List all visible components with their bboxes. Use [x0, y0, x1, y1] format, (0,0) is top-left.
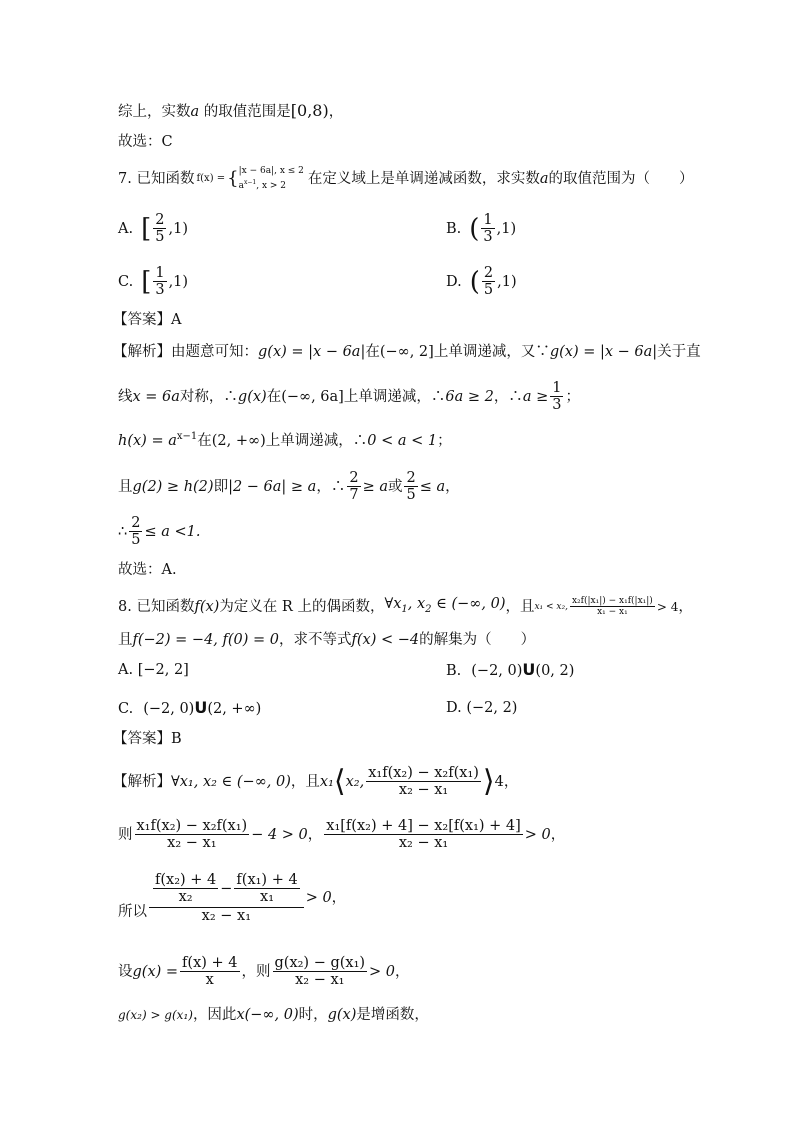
option-b	[446, 660, 574, 681]
math: (	[469, 266, 480, 297]
text: 所以	[118, 904, 147, 920]
option-c	[118, 698, 261, 719]
text: f(x) + 4	[182, 955, 238, 971]
text: U	[194, 698, 208, 717]
text: g(x₂) − g(x₁)	[274, 955, 366, 971]
text-line	[118, 560, 177, 580]
explanation-line	[113, 342, 701, 362]
small-inequality	[534, 596, 678, 617]
answer-label	[113, 729, 182, 749]
text: ；	[437, 432, 452, 449]
explanation-line	[118, 872, 346, 924]
math: a	[238, 181, 244, 191]
fraction	[550, 380, 563, 413]
text: 4	[494, 773, 504, 790]
text: g(x) = |x − 6a|	[549, 344, 658, 360]
text: ，且	[505, 598, 535, 615]
math: , x > 2	[256, 181, 287, 191]
text: (2, +∞)	[207, 701, 262, 717]
text: 在	[365, 344, 380, 360]
text: 3	[155, 282, 165, 298]
text: ，	[328, 104, 344, 120]
text-line	[118, 101, 343, 122]
text: 则	[118, 826, 133, 843]
math: [	[141, 266, 152, 297]
fraction	[129, 515, 142, 548]
text: ∴	[118, 523, 128, 540]
text: 且	[118, 478, 133, 495]
text: x−1	[176, 431, 198, 442]
text: h(x) = a	[118, 432, 177, 449]
text: 0 < a < 1	[367, 432, 438, 449]
text: f(−2) = −4, f(0) = 0	[132, 632, 280, 648]
text: 7	[349, 487, 359, 503]
text: ，因此	[192, 1007, 237, 1023]
text: ，	[331, 890, 347, 906]
text: 6a ≥ 2	[445, 388, 494, 405]
fraction	[481, 212, 494, 245]
text: ，	[678, 598, 693, 615]
fraction	[404, 470, 417, 503]
text: −	[220, 880, 233, 897]
explanation-line	[118, 515, 200, 548]
text: g(2) ≥ h(2)	[132, 478, 214, 495]
text: ，	[395, 963, 410, 980]
text: 1	[483, 212, 493, 228]
text: x₂,	[345, 773, 365, 790]
math: ,1)	[497, 273, 517, 290]
piecewise-cases	[239, 166, 304, 192]
math: [	[141, 213, 152, 244]
text: x₁f(x₂) − x₂f(x₁)	[368, 765, 479, 781]
text: x₁ < x₂,	[534, 601, 568, 612]
text: 的解集为（ ）	[419, 632, 536, 648]
text: , x	[407, 596, 426, 612]
explanation-line	[118, 955, 410, 988]
text: ，	[445, 478, 460, 495]
answer-label	[113, 310, 181, 330]
text: B.	[446, 663, 462, 679]
math: ,1)	[168, 273, 189, 290]
text: 8. 已知函数	[118, 598, 195, 615]
text: 即	[213, 478, 229, 495]
option-d	[446, 265, 517, 298]
fraction	[347, 470, 360, 503]
math: (	[469, 213, 480, 244]
text: 5	[131, 532, 141, 548]
math: x−1	[243, 179, 257, 186]
question-8-stem-line2	[118, 630, 535, 650]
text: C.	[118, 701, 134, 717]
math: |x − 6a|, x ≤ 2	[238, 166, 304, 176]
text: 设	[118, 963, 133, 980]
text: 3	[483, 229, 493, 245]
text: x₂ − x₁	[167, 835, 217, 851]
option-label: D.	[446, 273, 462, 290]
text: 故选：C	[118, 134, 173, 150]
text: 【解析】由题意可知：	[113, 344, 258, 360]
text: 【答案】B	[113, 731, 182, 747]
text: ∈ (−∞, 0)	[431, 596, 506, 612]
text: ，	[307, 826, 323, 843]
text: 且	[118, 632, 133, 648]
text: 对称，∴	[179, 388, 238, 405]
text: ，求不等式	[279, 632, 352, 648]
question-8-stem	[118, 594, 693, 620]
math: ,1)	[168, 220, 188, 237]
text: 2	[483, 265, 494, 281]
text: 1	[401, 603, 408, 615]
text: 2	[349, 470, 359, 486]
text: (2, +∞)	[211, 432, 266, 449]
math: f(x) =	[196, 173, 226, 184]
text: 3	[552, 397, 562, 413]
text: 2	[155, 212, 165, 228]
text: ，则	[241, 963, 271, 980]
text: x	[205, 972, 214, 988]
text: 或	[387, 478, 403, 495]
explanation-line	[118, 1005, 429, 1025]
text: 5	[406, 487, 416, 503]
text: a ≥	[522, 388, 549, 405]
text: ；	[565, 388, 580, 405]
text: f(x₂) + 4	[155, 872, 217, 888]
text: U	[522, 660, 536, 679]
text: 5	[483, 282, 494, 298]
option-c	[118, 265, 188, 298]
text: 的取值范围是	[199, 104, 291, 120]
text: |2 − 6a| ≥ a	[228, 478, 317, 495]
text: 1	[155, 265, 165, 281]
text: 线	[118, 388, 133, 405]
text: ，∴	[493, 388, 523, 405]
text: f(x)	[194, 598, 220, 615]
text: g(x)	[237, 388, 267, 405]
text: ≥ a	[362, 478, 388, 495]
text: > 0	[524, 826, 551, 843]
text: 是增函数，	[356, 1007, 429, 1023]
option-b	[446, 212, 516, 245]
text: 时，	[298, 1007, 328, 1023]
explanation-line	[118, 818, 565, 851]
math: a	[539, 171, 549, 187]
text: (−∞, 6a]	[281, 388, 344, 405]
option-label: B.	[446, 220, 462, 237]
text: 的取值范围为（ ）	[548, 171, 694, 187]
text: ，且	[290, 773, 320, 790]
text: x₁[f(x₂) + 4] − x₂[f(x₁) + 4]	[326, 818, 521, 834]
text: 【解析】	[113, 773, 171, 790]
text: ≤ a <1.	[144, 523, 201, 540]
text: 关于直	[657, 344, 701, 360]
text: ⟩	[482, 763, 495, 799]
text: 7. 已知函数	[118, 171, 195, 187]
text: x₁f(x₂) − x₂f(x₁)	[136, 818, 248, 834]
text: g(x₂) > g(x₁)	[118, 1008, 193, 1022]
text: A. [−2, 2]	[118, 662, 189, 678]
text: 为定义在 R 上的偶函数，	[219, 598, 385, 615]
compound-fraction	[149, 872, 304, 924]
text: ⟨	[333, 763, 346, 799]
text: (−∞, 2]	[379, 344, 434, 360]
text: > 0	[369, 963, 396, 980]
text: x₂ − x₁	[201, 908, 252, 924]
option-a	[118, 212, 188, 245]
fraction	[153, 265, 166, 298]
option-label: C.	[118, 273, 134, 290]
text: 【答案】A	[113, 312, 182, 328]
math: [0,8)	[290, 101, 329, 120]
text-line	[118, 132, 173, 152]
text: > 0	[305, 890, 332, 906]
text: ，	[503, 773, 519, 790]
text: 故选：A.	[118, 562, 177, 578]
text: 1	[552, 380, 562, 396]
text: (−2, 0)	[471, 663, 523, 679]
text: g(x) =	[132, 963, 179, 980]
text: 在定义域上是单调递减函数，求实数	[307, 171, 540, 187]
text: x₂ − x₁	[398, 835, 449, 851]
math: a	[190, 104, 200, 120]
text: x₁ − x₁	[597, 607, 628, 618]
explanation-line	[113, 765, 518, 798]
text: x₁	[260, 889, 275, 905]
text: f(x) < −4	[351, 632, 420, 648]
explanation-line	[118, 427, 452, 451]
text: 在	[266, 388, 282, 405]
question-7-stem	[118, 166, 694, 192]
text: 2	[425, 603, 432, 615]
fraction	[153, 212, 166, 245]
brace: {	[227, 168, 239, 189]
text: (−2, 0)	[143, 701, 195, 717]
text: ，	[550, 826, 566, 843]
text: ，∴	[316, 478, 346, 495]
text: x = 6a	[132, 388, 180, 405]
option-a	[118, 660, 189, 680]
text: x₁	[319, 773, 334, 790]
explanation-line	[118, 470, 460, 503]
text: D. (−2, 2)	[446, 700, 518, 716]
text: 2	[131, 515, 141, 531]
text: 在	[197, 432, 212, 449]
fraction	[482, 265, 495, 298]
option-label: A.	[118, 220, 134, 237]
text: 2	[406, 470, 416, 486]
explanation-line	[118, 380, 580, 413]
option-d	[446, 698, 517, 718]
text: − 4 > 0	[251, 826, 308, 843]
text: x₂	[178, 889, 193, 905]
text: ≤ a	[419, 478, 446, 495]
text: 综上，实数	[118, 104, 191, 120]
math: ,1)	[496, 220, 517, 237]
text: > 4	[656, 599, 679, 614]
text: x₂f(|x₁|) − x₁f(|x₁|)	[571, 596, 653, 607]
text: ∀x₁, x₂ ∈ (−∞, 0)	[171, 773, 291, 790]
text: x₂ − x₁	[295, 972, 345, 988]
text: (0, 2)	[535, 663, 575, 679]
text: g(x) = |x − 6a|	[258, 344, 366, 360]
text: 上单调递减，∴	[265, 432, 368, 449]
text: g(x)	[327, 1007, 357, 1023]
text: x₂ − x₁	[398, 782, 449, 798]
text: 上单调递减，又∵	[433, 344, 550, 360]
text: ∀x	[384, 596, 402, 612]
text: 5	[155, 229, 165, 245]
text: x(−∞, 0)	[236, 1007, 299, 1023]
text: 上单调递减，∴	[343, 388, 446, 405]
text: f(x₁) + 4	[236, 872, 298, 888]
